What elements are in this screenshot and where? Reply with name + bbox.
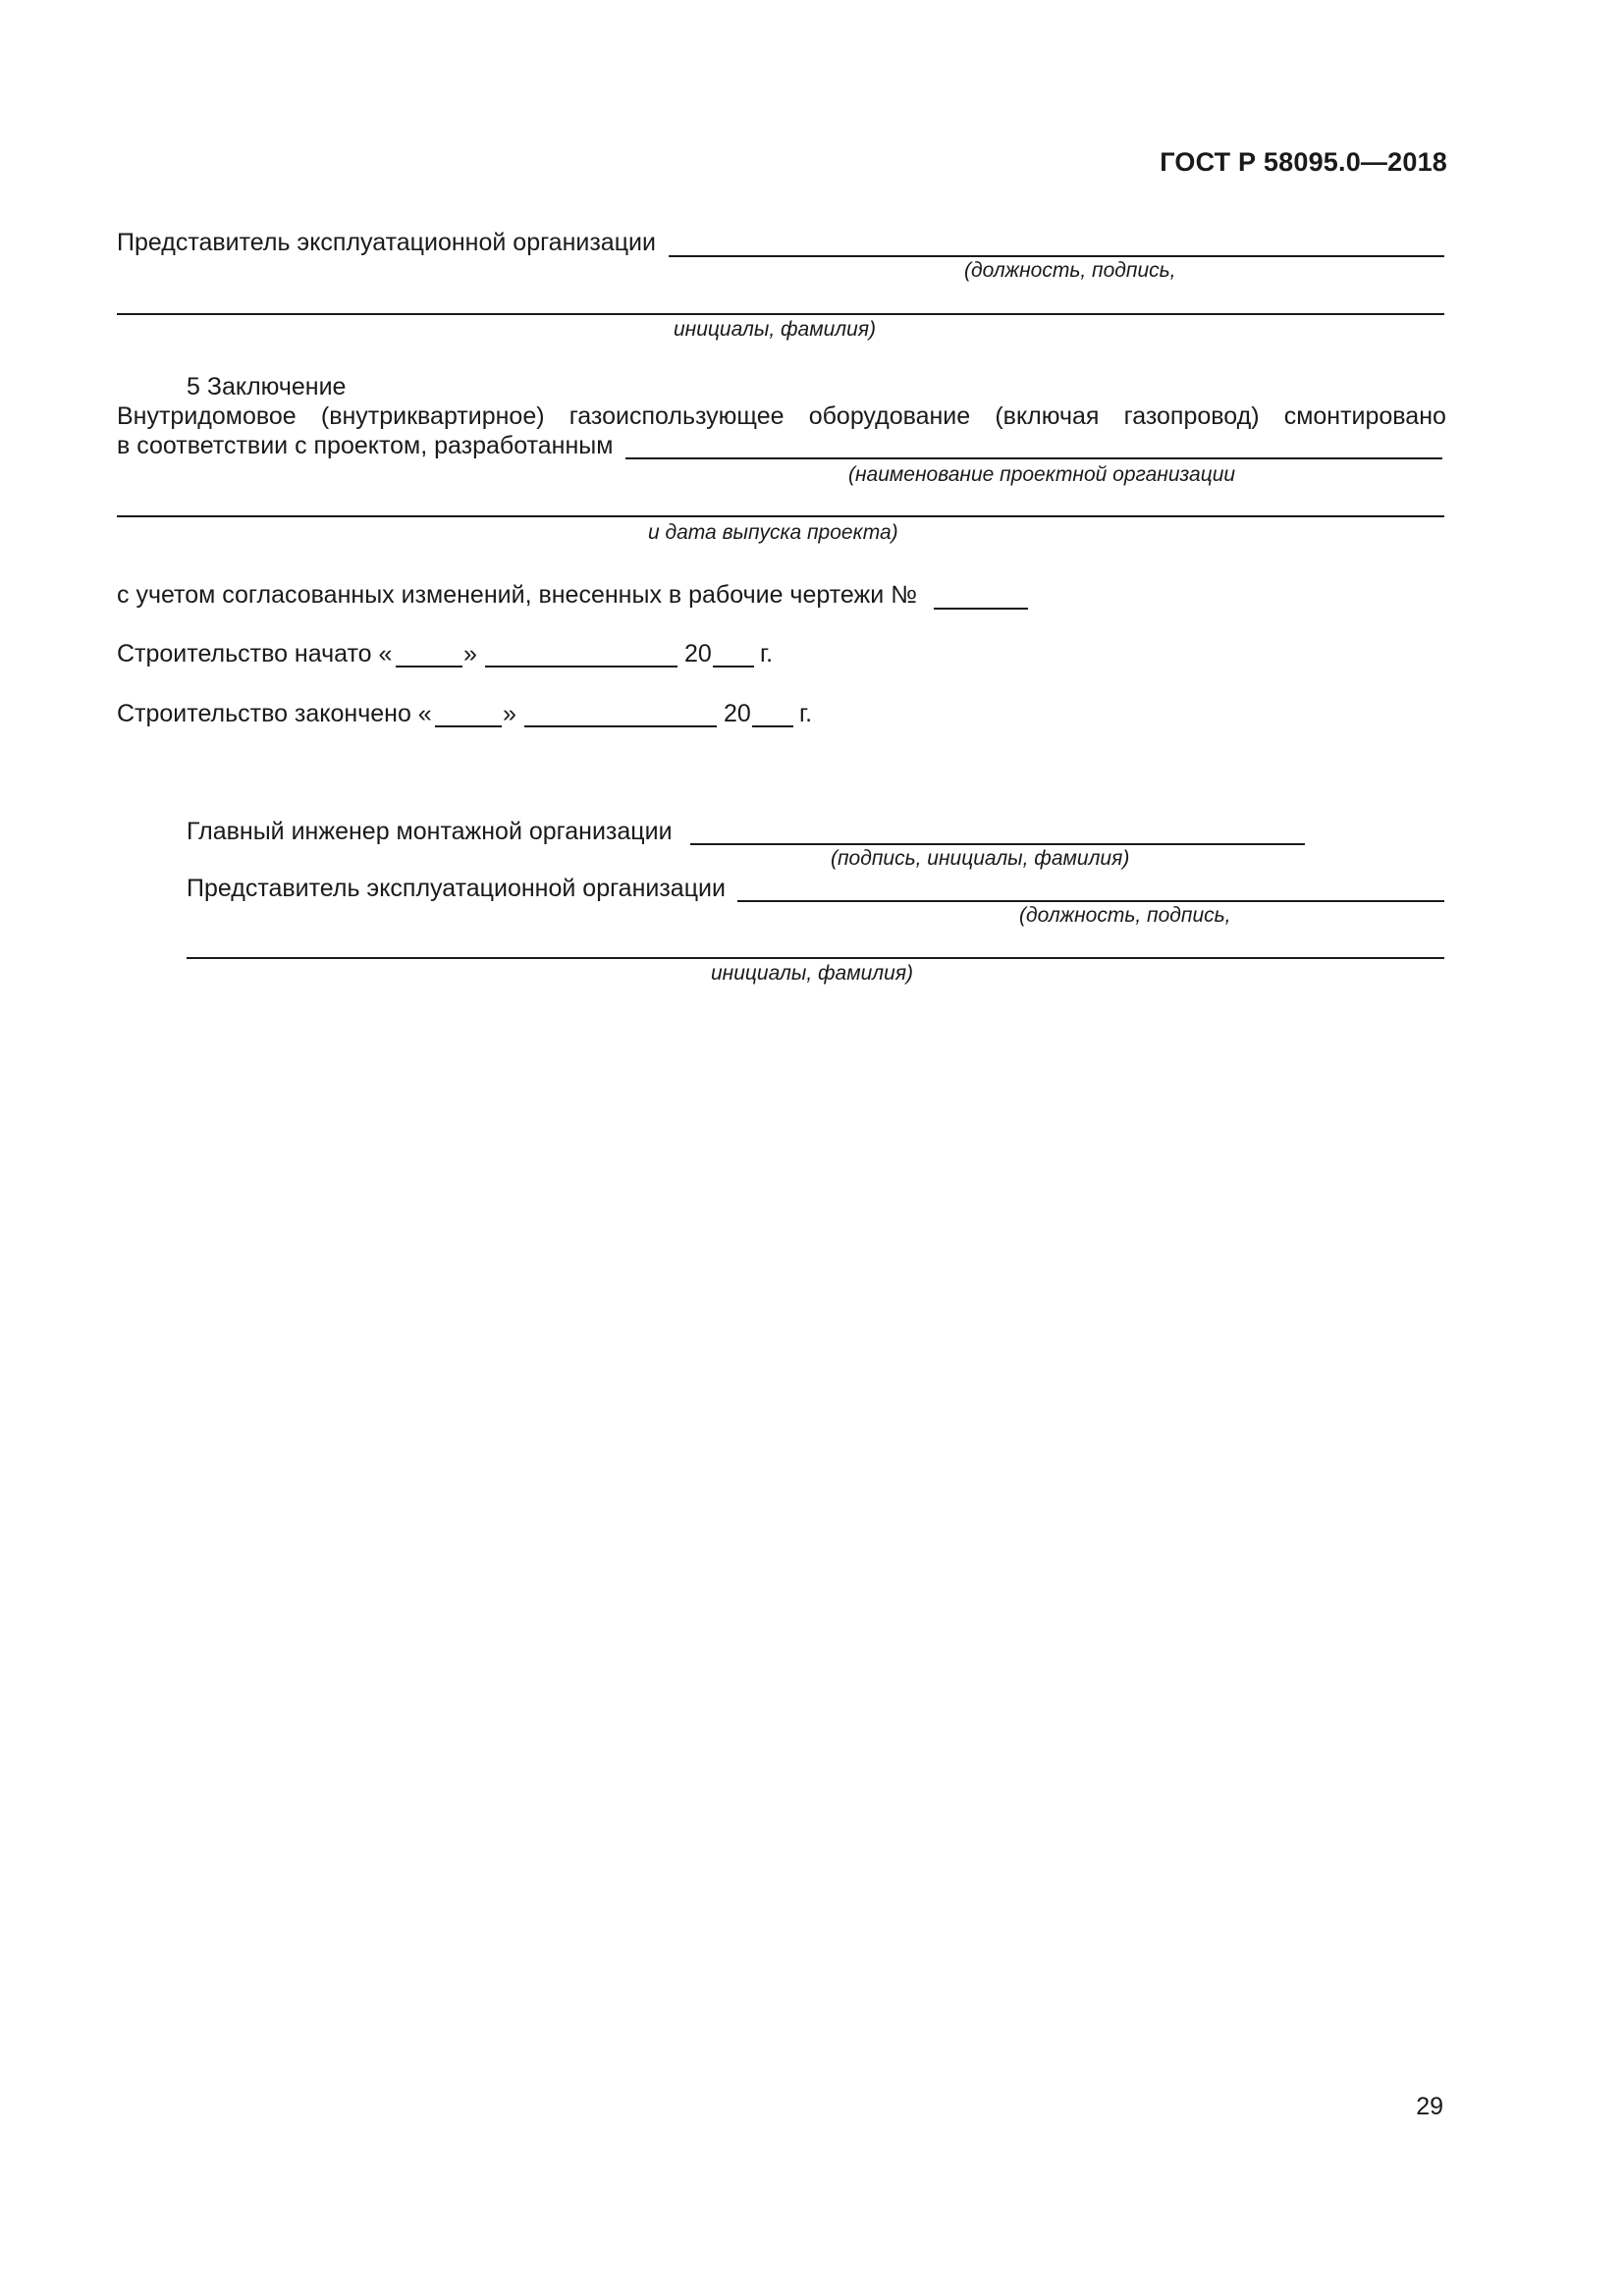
- project-org-caption-2: и дата выпуска проекта): [648, 521, 898, 544]
- project-org-caption-1: (наименование проектной организации: [848, 463, 1236, 486]
- conclusion-word: (включая: [995, 402, 1100, 430]
- construction-started-mid: »: [463, 640, 477, 667]
- construction-finished-suffix: г.: [799, 700, 813, 727]
- chief-engineer-caption: (подпись, инициалы, фамилия): [831, 847, 1130, 870]
- conclusion-word: газопровод): [1123, 402, 1260, 430]
- construction-started-year: 20: [684, 640, 712, 667]
- page-number: 29: [1416, 2093, 1443, 2120]
- construction-started-day-line: [396, 666, 462, 667]
- chief-engineer-label: Главный инженер монтажной организации: [187, 818, 673, 845]
- conclusion-word: (внутриквартирное): [320, 402, 545, 430]
- construction-finished-day-line: [435, 725, 502, 727]
- construction-started-suffix: г.: [760, 640, 774, 667]
- section-heading-conclusion: 5 Заключение: [187, 373, 347, 400]
- construction-finished-month-line: [524, 725, 717, 727]
- operator-rep-signature-line-2: [117, 313, 1444, 315]
- construction-finished-prefix: Строительство закончено «: [117, 700, 432, 727]
- construction-finished-mid: »: [503, 700, 516, 727]
- conclusion-word: смонтировано: [1283, 402, 1446, 430]
- operator-rep-caption-2: инициалы, фамилия): [674, 318, 877, 341]
- conclusion-word: оборудование: [808, 402, 971, 430]
- standard-number: ГОСТ Р 58095.0—2018: [1160, 147, 1447, 177]
- operator-rep-label: Представитель эксплуатационной организации: [117, 229, 656, 256]
- operator-rep-2-caption-1: (должность, подпись,: [1019, 904, 1231, 927]
- construction-started-prefix: Строительство начато «: [117, 640, 393, 667]
- conclusion-word: газоиспользующее: [568, 402, 785, 430]
- construction-finished-year: 20: [724, 700, 751, 727]
- construction-finished-year-line: [752, 725, 793, 727]
- operator-rep-signature-line: [669, 255, 1444, 257]
- construction-started-year-line: [713, 666, 754, 667]
- changes-label: с учетом согласованных изменений, внесенных в рабочие чертежи №: [117, 581, 917, 609]
- conclusion-line-2: в соответствии с проектом, разработанным: [117, 432, 614, 459]
- operator-rep-2-label: Представитель эксплуатационной организации: [187, 875, 726, 902]
- chief-engineer-signature-line: [690, 843, 1305, 845]
- project-org-line: [625, 457, 1442, 459]
- conclusion-word: Внутридомовое: [117, 402, 297, 430]
- conclusion-line-1: [117, 401, 1446, 431]
- drawing-number-line: [934, 608, 1028, 610]
- operator-rep-2-signature-line: [737, 900, 1444, 902]
- project-org-line-2: [117, 515, 1444, 517]
- construction-started-month-line: [485, 666, 677, 667]
- operator-rep-caption-1: (должность, подпись,: [964, 259, 1176, 282]
- operator-rep-2-signature-line-2: [187, 957, 1444, 959]
- operator-rep-2-caption-2: инициалы, фамилия): [711, 962, 914, 985]
